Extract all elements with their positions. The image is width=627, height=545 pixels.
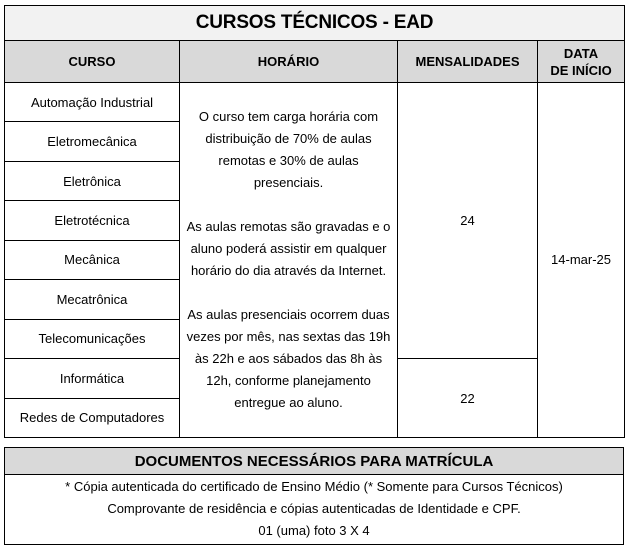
document-item: * Cópia autenticada do certificado de Ensino Médio (* Somente para Cursos Técnicos)	[65, 479, 563, 494]
header-start-line1: DATA	[563, 45, 599, 61]
course-cell: Automação Industrial	[5, 82, 180, 121]
fee-cell: 24	[398, 82, 538, 358]
documents-table	[4, 447, 624, 545]
header-fees: MENSALIDADES	[398, 41, 538, 82]
schedule-paragraph: As aulas presenciais ocorrem duas vezes por mês, nas sextas das 19h às 22h e aos sábados das 8h às 12h, conforme planejamento entregue ao aluno.	[186, 306, 391, 410]
header-start-line2: DE INÍCIO	[550, 62, 612, 78]
document-item: Comprovante de residência e cópias autenticadas de Identidade e CPF.	[107, 501, 521, 516]
document-item: 01 (uma) foto 3 X 4	[258, 523, 370, 538]
schedule-paragraph: As aulas remotas são gravadas e o aluno poderá assistir em qualquer horário do dia através da Internet.	[186, 218, 391, 278]
header-schedule: HORÁRIO	[180, 41, 398, 82]
schedule-paragraph: O curso tem carga horária com distribuição de 70% de aulas remotas e 30% de aulas presenciais.	[198, 108, 379, 190]
course-cell: Eletromecânica	[5, 122, 180, 161]
course-cell: Eletrotécnica	[5, 201, 180, 240]
course-cell: Telecomunicações	[5, 319, 180, 358]
documents-list	[5, 475, 624, 545]
documents-title: DOCUMENTOS NECESSÁRIOS PARA MATRÍCULA	[5, 448, 624, 475]
header-start-date	[538, 41, 625, 82]
course-cell: Mecânica	[5, 240, 180, 279]
start-date-cell: 14-mar-25	[538, 82, 625, 437]
course-cell: Informática	[5, 359, 180, 398]
schedule-cell	[180, 82, 398, 437]
course-cell: Redes de Computadores	[5, 398, 180, 438]
course-cell: Eletrônica	[5, 161, 180, 200]
courses-table	[4, 5, 625, 438]
fee-cell: 22	[398, 359, 538, 438]
course-cell: Mecatrônica	[5, 280, 180, 319]
header-course: CURSO	[5, 41, 180, 82]
table-title: CURSOS TÉCNICOS - EAD	[5, 6, 625, 41]
